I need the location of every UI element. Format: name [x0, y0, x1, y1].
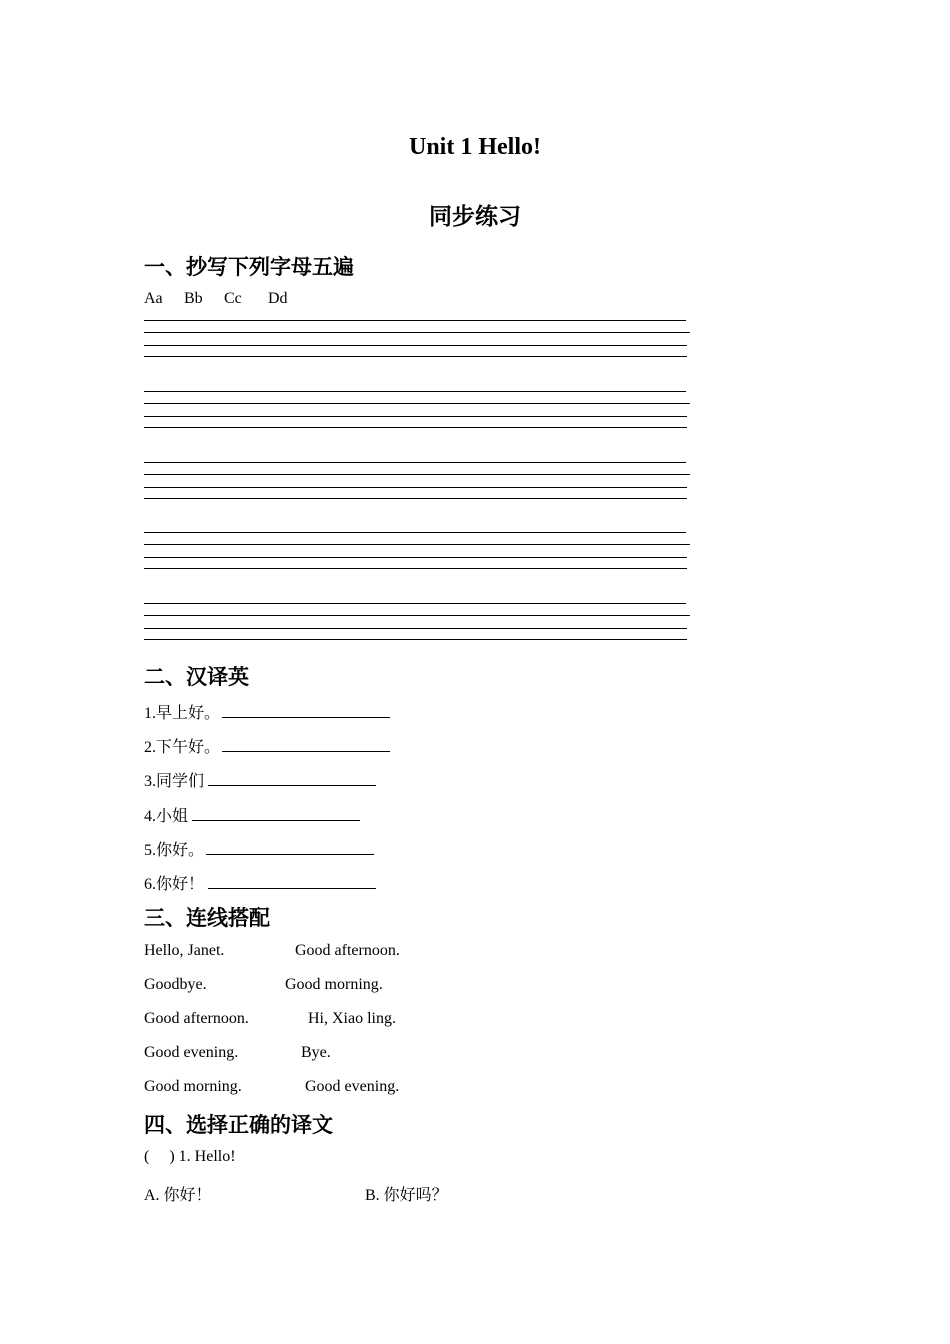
answer-blank[interactable]	[208, 874, 376, 889]
section2-heading: 二、汉译英	[144, 665, 249, 689]
answer-blank[interactable]	[208, 771, 376, 786]
writing-line	[144, 615, 690, 616]
letter-aa: Aa	[144, 290, 163, 307]
writing-line	[144, 639, 687, 640]
option-a[interactable]: A. 你好！	[144, 1187, 212, 1204]
writing-line	[144, 416, 687, 417]
letter-bb: Bb	[184, 290, 203, 307]
match-right-2[interactable]: Good morning.	[285, 976, 383, 993]
answer-blank[interactable]	[192, 806, 360, 821]
match-right-5[interactable]: Good evening.	[305, 1078, 400, 1095]
page-title: Unit 1 Hello!	[409, 134, 541, 160]
translate-item-2: 2.下午好。	[144, 734, 390, 757]
writing-line	[144, 557, 687, 558]
answer-blank[interactable]	[222, 737, 390, 752]
section3-heading: 三、连线搭配	[144, 906, 270, 930]
option-b[interactable]: B. 你好吗？	[365, 1187, 448, 1204]
page-subtitle: 同步练习	[429, 204, 521, 230]
writing-line	[144, 403, 690, 404]
writing-line	[144, 487, 687, 488]
writing-line	[144, 568, 687, 569]
letter-cc: Cc	[224, 290, 242, 307]
translate-item-1: 1.早上好。	[144, 700, 390, 723]
match-left-1[interactable]: Hello, Janet.	[144, 942, 225, 959]
letter-dd: Dd	[268, 290, 288, 307]
answer-blank[interactable]	[206, 840, 374, 855]
writing-line	[144, 628, 687, 629]
writing-line	[144, 391, 686, 392]
writing-line	[144, 427, 687, 428]
match-left-5[interactable]: Good morning.	[144, 1078, 242, 1095]
writing-line	[144, 345, 687, 346]
match-right-4[interactable]: Bye.	[301, 1044, 331, 1061]
writing-line	[144, 474, 690, 475]
section4-heading: 四、选择正确的译文	[144, 1113, 333, 1137]
question-1: ( ) 1. Hello!	[144, 1148, 236, 1165]
answer-blank[interactable]	[222, 703, 390, 718]
writing-line	[144, 462, 686, 463]
writing-line	[144, 544, 690, 545]
match-right-3[interactable]: Hi, Xiao ling.	[308, 1010, 396, 1027]
writing-line	[144, 532, 686, 533]
writing-line	[144, 498, 687, 499]
translate-item-4: 4.小姐	[144, 803, 360, 826]
match-left-3[interactable]: Good afternoon.	[144, 1010, 249, 1027]
writing-line	[144, 320, 686, 321]
translate-item-3: 3.同学们	[144, 768, 376, 791]
match-left-4[interactable]: Good evening.	[144, 1044, 239, 1061]
translate-item-6: 6.你好！	[144, 871, 376, 894]
translate-item-5: 5.你好。	[144, 837, 374, 860]
writing-line	[144, 603, 686, 604]
writing-line	[144, 332, 690, 333]
section1-heading: 一、抄写下列字母五遍	[144, 255, 354, 279]
match-right-1[interactable]: Good afternoon.	[295, 942, 400, 959]
writing-line	[144, 356, 687, 357]
match-left-2[interactable]: Goodbye.	[144, 976, 207, 993]
